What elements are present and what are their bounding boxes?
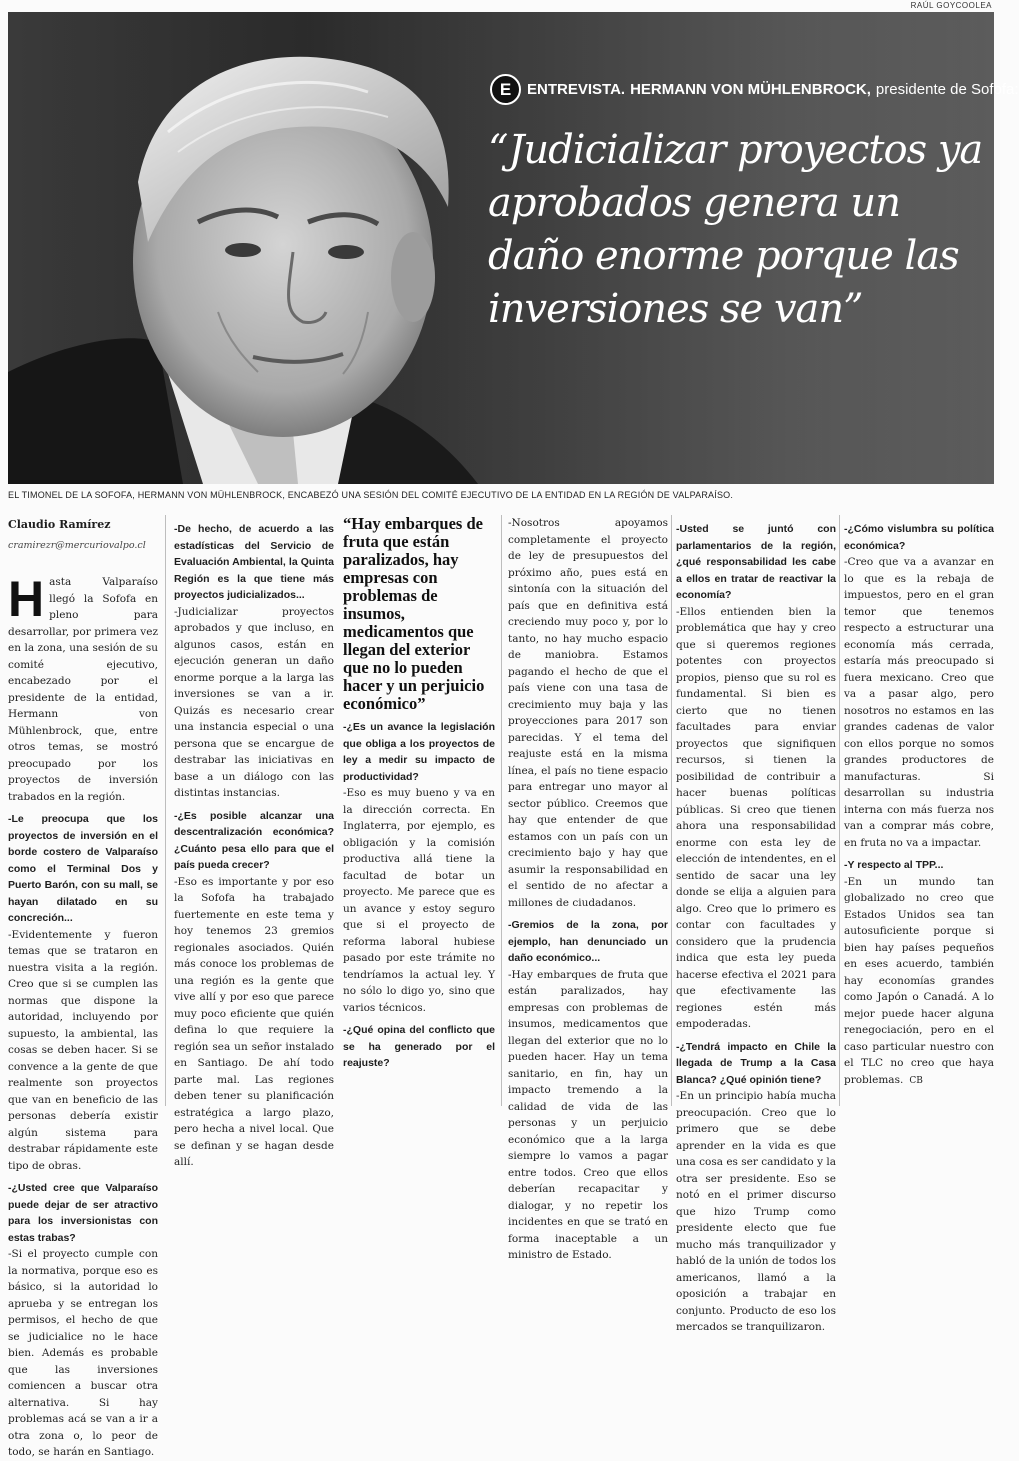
article-column-2: [174, 515, 334, 1168]
answer: -Nosotros apoyamos completamente el proyecto de ley de presupuestos del próximo año, pues está en sintonía con la situación del país que en definitiva está creciendo muy poco y, por lo tanto, no hay mucho espacio de maniobra. Estamos pagando el hecho de que el país viene con una tasa de crecimiento muy baja y las proyecciones para 2017 son parecidas. Y el tema del reajuste está en la misma línea, el país no tiene espacio para entregar uno mayor al sector público. Creemos que hay que entender de que estamos con un país con un crecimiento bajo y hay que asumir la responsabilidad en el sentido de no afectar a millones de ciudadanos.: [508, 517, 668, 909]
headline: “Judicializar proyectos ya aprobados genera un daño enorme porque las inversiones se van”: [488, 127, 983, 332]
kicker-name: HERMANN VON MÜHLENBROCK,: [630, 81, 871, 98]
question: -De hecho, de acuerdo a las estadísticas del Servicio de Evaluación Ambiental, la Quinta Región es la que tiene más proyectos judicializados...: [174, 523, 334, 601]
interview-badge-icon: E: [490, 74, 521, 105]
lead-paragraph: Hasta Valparaíso llegó la Sofofa en pleno para desarrollar, por primera vez en la zona, una sesión de su comité ejecutivo, encabezado por el presidente de la entidad, Hermann von Mühlenbrock, que, entre otros temas, se mostró preocupado por los proyectos de inversión trabados en la región.: [8, 571, 158, 803]
kicker-role: presidente de Sofofa:: [875, 81, 1019, 98]
kicker: [490, 74, 1019, 105]
question: -¿Usted cree que Valparaíso puede dejar de ser atractivo para los inversionistas con estas trabas?: [8, 1182, 158, 1244]
question: -¿Es un avance la legislación que obliga a los proyectos de ley a medir su impacto de productividad?: [343, 721, 495, 783]
answer: -En un mundo tan globalizado no creo que Estados Unidos sea tan autosuficiente porque si bien hay países pequeños en eses acuerdo, también hay economías grandes como Japón o Canadá. A lo mejor puede hacer alguna renegociación, pero en el caso particular nuestro con el TLC no creo que haya problemas. CB: [844, 875, 994, 1086]
column-divider: [165, 515, 166, 1106]
question: -¿Qué opina del conflicto que se ha generado por el reajuste?: [343, 1024, 495, 1069]
end-mark-icon: CB: [909, 1075, 923, 1086]
answer: -Hay embarques de fruta que están paralizados, hay empresas con problemas de insumos, medicamentos que llegan del exterior que no lo pueden hacer. Hay un tema sanitario, en fin, hay un impacto tremendo a la calidad de vida de las personas y un perjuicio económico que a la larga siempre lo vamos a pagar entre todos. Creo que ellos deberían recapacitar y dialogar, y no repetir los incidentes en que se trató en forma inaceptable a un ministro de Estado.: [508, 968, 668, 1261]
answer: -Evidentemente y fueron temas que se trataron en nuestra visita a la región. Creo que si se cumplen las normas que dispone la autoridad, incluyendo por supuesto, la ambiental, las cosas se deben hacer. Si se convence a la gente de que realmente son proyectos que van en beneficio de las personas debería existir algún sistema para destrabar rápidamente este tipo de obras.: [8, 928, 158, 1172]
article-column-6: [844, 515, 994, 1106]
article-column-1: [8, 515, 158, 1458]
answer: -Judicializar proyectos aprobados y que incluso, en algunos casos, están en ejecución generan un daño enorme porque a la larga las inversiones se van a ir. Quizás es necesario crear una instancia especial o una persona que se encargue de destrabar las iniciativas en base a un diálogo con las distintas instancias.: [174, 605, 334, 799]
question: -Gremios de la zona, por ejemplo, han denunciado un daño económico...: [508, 919, 668, 964]
byline-author: Claudio Ramírez: [8, 518, 111, 531]
dropcap: H: [8, 571, 45, 627]
answer: -Eso es importante y por eso la Sofofa ha trabajado fuertemente en este tema y hoy tenemos 23 gremios regionales asociados. Quién más conoce los problemas de una región es la gente que vive allí y por eso que parece muy poco eficiente que quién defina lo que requiere la región sea un señor instalado en Santiago. De ahí todo parte mal. Las regiones deben tener su planificación estratégica a largo plazo, pero hecha a nivel local. Que se definan y se hagan desde allí.: [174, 875, 334, 1168]
question: -Y respecto al TPP...: [844, 859, 944, 871]
question: -¿Es posible alcanzar una descentralización económica? ¿Cuánto pesa ello para que el país pueda crecer?: [174, 809, 334, 871]
question: -¿Cómo vislumbra su política económica?: [844, 523, 994, 552]
photo-credit: RAÚL GOYCOOLEA: [910, 1, 992, 10]
column-divider: [501, 515, 502, 1106]
question: -¿Tendrá impacto en Chile la llegada de Trump a la Casa Blanca? ¿Qué opinión tiene?: [676, 1040, 836, 1086]
answer: -Ellos entienden bien la problemática que hay y creo que si queremos regiones potentes con proyectos propios, pienso que su rol es fundamental. Si bien es cierto que no tienen facultades para enviar proyectos que signifiquen recursos, si tienen la posibilidad de contribuir a hacer buenas políticas públicas. Si creo que tienen ahora una responsabilidad enorme con esta ley de elección de intendentes, en el sentido de sacar una ley donde se elija a alguien para algo. Creo que lo primero es contar con facultades y considero que la prudencia indica que esta ley pueda hacerse efectiva el 2021 para que efectivamente las regiones estén más empoderadas.: [676, 605, 836, 1030]
kicker-section: ENTREVISTA.: [527, 81, 626, 98]
photo-caption: EL TIMONEL DE LA SOFOFA, HERMANN VON MÜHLENBROCK, ENCABEZÓ UNA SESIÓN DEL COMITÉ EJECUTIVO DE LA ENTIDAD EN LA REGIÓN DE VALPARAÍSO.: [8, 490, 734, 500]
column-divider: [839, 515, 840, 1106]
pull-quote: “Hay embarques de fruta que están paralizados, hay empresas con problemas de insumos, medicamentos que llegan del exterior que no lo pueden hacer y un perjuicio económico”: [343, 514, 485, 713]
article-column-3: [343, 515, 495, 1106]
byline-email: cramirezr@mercuriovalpo.cl: [8, 539, 146, 551]
hero-photo: [8, 12, 1019, 484]
question: -Usted se juntó con parlamentarios de la región, ¿qué responsabilidad les cabe a ellos en tratar de reactivar la economía?: [676, 523, 836, 601]
column-divider: [671, 515, 672, 1106]
answer: -En un principio había mucha preocupación. Creo que lo primero que se debe aprender en la vida es que una cosa es ser candidato y la otra ser presidente. Eso se notó en el primer discurso que hizo Trump como presidente electo que fue mucho más tranquilizador y habló de la unión de todos los americanos, llamó a la oposición a trabajar en conjunto. Producto de eso los mercados se tranquilizaron.: [676, 1090, 836, 1333]
answer: -Si el proyecto cumple con la normativa, porque eso es básico, si la autoridad lo aprueba y se entregan los permisos, el hecho de que se judicialice no le hace bien. Además es probable que las inversiones comiencen a buscar otra alternativa. Si hay problemas acá se van a ir a otra zona o, lo peor de todo, se harán en Santiago.: [8, 1248, 158, 1458]
article-column-5: [676, 515, 836, 1333]
article-column-4: [508, 515, 668, 1261]
answer: -Creo que va a avanzar en lo que es la rebaja de impuestos, pero en el gran temor que tenemos respecto a estructurar una economía más cerrada, estaría más preocupado si fuera mexicano. Creo que va a pasar algo, pero nosotros no estamos en las grandes cadenas de valor con ellos porque no somos grandes productores de manufacturas. Si desarrollan su industria interna con más fuerza nos van a comprar más cobre, en fruta no va a impactar.: [844, 556, 994, 849]
answer: -Eso es muy bueno y va en la dirección correcta. En Inglaterra, por ejemplo, es obligación y la comisión productiva allá tiene la facultad de botar un proyecto. Me parece que es un avance y estoy seguro que si el proyecto de reforma laboral hubiese pasado por este trámite no tendríamos la actual ley. Y no sólo lo digo yo, sino que varios técnicos.: [343, 787, 495, 1014]
question: -Le preocupa que los proyectos de inversión en el borde costero de Valparaíso como el Terminal Dos y Puerto Barón, con su mall, se hayan dilatado en su concreción...: [8, 813, 158, 924]
